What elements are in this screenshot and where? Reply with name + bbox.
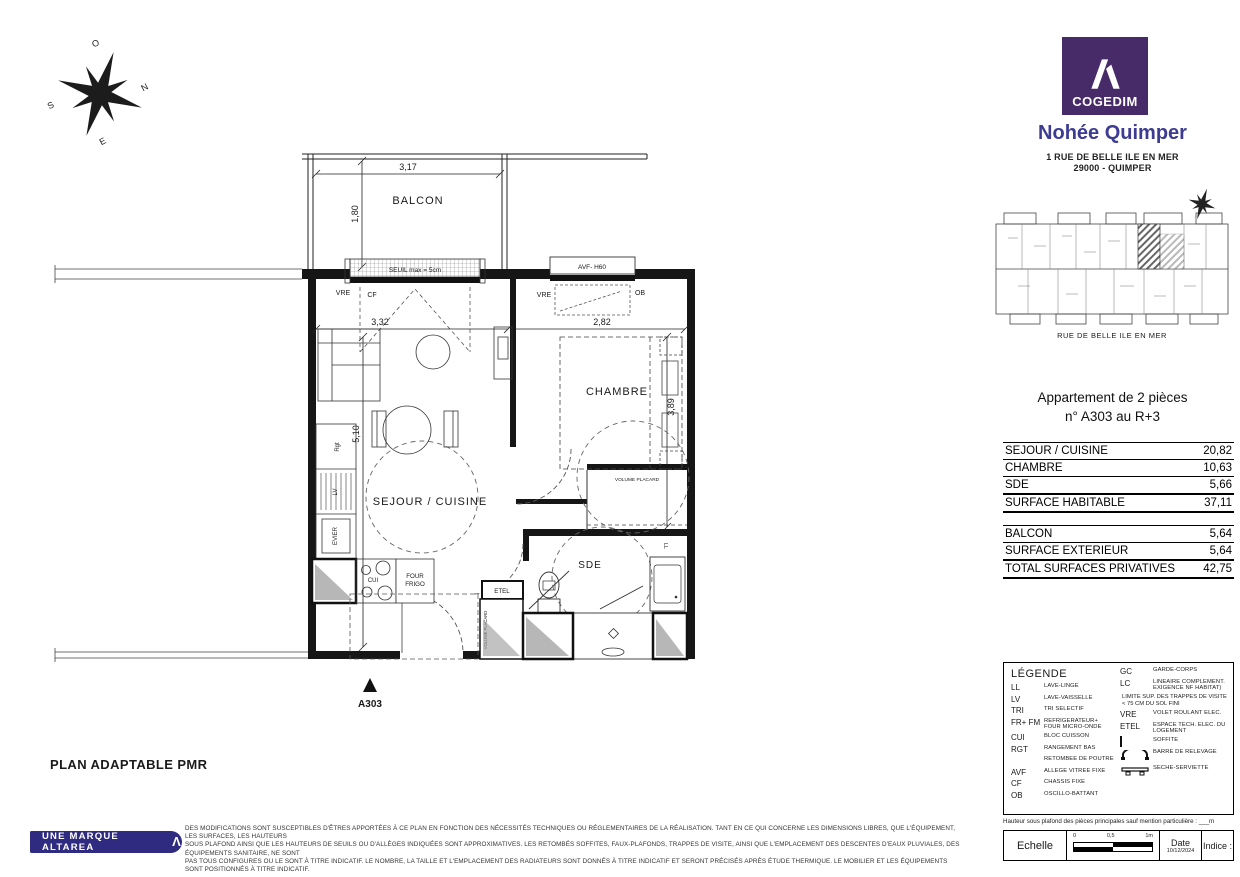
legend-desc: VOLET ROULANT ELEC. [1153, 710, 1222, 716]
avf-label: AVF- H60 [577, 264, 607, 271]
apartment-type: Appartement de 2 pièces [1037, 390, 1188, 405]
adjacent-wall-lines [55, 265, 308, 662]
legend-desc: GARDE-CORPS [1153, 667, 1198, 673]
building-outline [996, 213, 1228, 324]
address-line-2: 29000 - QUIMPER [1073, 163, 1152, 173]
altarea-lambda-icon: Λ [172, 833, 182, 849]
scale-block [1003, 830, 1234, 861]
legend-desc: LINEAIRE COMPLEMENT. EXIGENCE NF HABITAT) [1153, 678, 1225, 691]
legend-abbr: CUI [1011, 733, 1025, 742]
legend-desc: LAVE-LINGE [1044, 683, 1079, 689]
legend-abbr: TRI [1011, 706, 1024, 715]
etel-label: ETEL [494, 588, 510, 595]
legend-item [1011, 733, 1115, 742]
vre-left-label: VRE [335, 290, 351, 297]
lv-label: LV [333, 488, 339, 496]
row-label: CHAMBRE [1005, 462, 1063, 474]
dim-balcon-width: 3,17 [399, 162, 417, 172]
row-value: 20,82 [1203, 445, 1232, 457]
table-row [1003, 459, 1234, 476]
site-caption: RUE DE BELLE ILE EN MER [1057, 331, 1167, 340]
legend-abbr: OB [1011, 790, 1023, 800]
legend-abbr: RGT [1011, 744, 1028, 754]
chambre-furniture [560, 337, 682, 469]
room-label-sejour: SEJOUR / CUISINE [372, 496, 488, 508]
cf-label: CF [367, 292, 377, 299]
apartment-number: n° A303 au R+3 [1064, 409, 1161, 424]
legend-title: LÉGENDE [1011, 668, 1068, 680]
table-gap [1003, 513, 1234, 525]
chambre-window [550, 257, 635, 315]
table-row [1003, 525, 1234, 542]
legend-item [1011, 768, 1115, 777]
table-row-total [1003, 559, 1234, 579]
legend-desc: LAVE-VAISSELLE [1044, 694, 1093, 701]
table-row [1003, 542, 1234, 559]
row-value: 37,11 [1204, 497, 1232, 509]
surface-table [1003, 442, 1234, 579]
vre-right-label: VRE [536, 292, 552, 299]
site-key-plan [988, 186, 1236, 346]
four-label: FOUR [406, 573, 424, 580]
cogedim-logo [1062, 37, 1148, 115]
dim-balcon-depth: 1,80 [350, 205, 360, 223]
legend-desc: BARRE DE RELEVAGE [1153, 748, 1217, 755]
tick-0: 0 [1073, 833, 1077, 839]
legend-item [1120, 710, 1230, 719]
legend-item [1120, 749, 1230, 763]
legend-desc: CHASSIS FIXE [1044, 779, 1086, 785]
legend-abbr: LL [1011, 683, 1020, 692]
soffite-hatch-icon [1120, 737, 1153, 746]
legend-item [1120, 667, 1230, 676]
floor-plan [50, 147, 710, 732]
legend-abbr: CF [1011, 779, 1022, 788]
balcony-dimensions [312, 157, 504, 271]
legend-abbr: FR+ FM [1011, 717, 1041, 727]
compass-rose [38, 28, 162, 152]
sejour-furniture [318, 327, 512, 454]
dashed-line-icon [1011, 756, 1044, 757]
highlighted-unit [1138, 224, 1160, 269]
legend-note-limite: LIMITE SUP. DES TRAPPES DE VISITE < 75 CM DU SOL FINI [1122, 694, 1227, 707]
legend-desc: OSCILLO-BATTANT [1044, 790, 1099, 797]
legend-abbr: GC [1120, 667, 1132, 676]
project-name: Nohée Quimper [1038, 122, 1187, 144]
dim-sejour-width: 3,32 [371, 317, 389, 327]
row-value: 10,63 [1203, 462, 1232, 474]
legend-abbr: ETEL [1120, 721, 1141, 731]
date-label: Date [1170, 837, 1190, 848]
cui-label: CUI [367, 578, 379, 584]
highlighted-unit-secondary [1160, 234, 1184, 269]
ob-label: OB [634, 290, 646, 297]
legend-desc: REFRIGERATEUR+ FOUR MICRO-ONDE [1044, 717, 1102, 730]
legend-item [1011, 706, 1115, 715]
echelle-cell [1004, 831, 1066, 860]
legend-item [1011, 695, 1115, 704]
disclaimer-line-1: DES MODIFICATIONS SONT SUSCEPTIBLES D'ÊTRES APPORTÉES À CE PLAN EN FONCTION DES NÉCESSITÉS TECHNIQUES OU RÉGLEMENTAIRES DE LA RÉALISATION. TANT EN CE QUI CONCERNE LES DIMENSIONS LIBRES, QUE L'ÉQUIPEMENT, LES SURFACES, LES HAUTEURS [185, 825, 956, 841]
seche-serviette-icon [1120, 765, 1153, 778]
row-value: 5,66 [1209, 479, 1232, 491]
row-label: SURFACE EXTERIEUR [1005, 545, 1129, 557]
indice-cell [1201, 831, 1233, 860]
row-label: BALCON [1005, 528, 1053, 540]
address-line-1: 1 RUE DE BELLE ILE EN MER [1046, 152, 1179, 162]
entry-clearance-zone [350, 594, 478, 659]
row-value: 5,64 [1209, 528, 1232, 540]
seuil-label: SEUIL max = 5cm [388, 267, 442, 274]
legend-desc: ALLEGE VITREE FIXE [1044, 767, 1106, 774]
legal-disclaimer [185, 825, 963, 874]
legend-item [1120, 722, 1230, 735]
row-label: SEJOUR / CUISINE [1005, 445, 1108, 457]
cogedim-lambda-icon [1083, 52, 1127, 94]
room-label-sde: SDE [578, 560, 602, 571]
dim-chambre-width: 2,82 [593, 317, 611, 327]
legend-item [1011, 718, 1115, 731]
dim-sejour-depth: 5,10 [351, 425, 361, 443]
legend-left-column [1011, 683, 1115, 802]
row-label: SDE [1005, 479, 1029, 491]
compass-star [45, 39, 156, 150]
frigo-label: FRIGO [405, 581, 425, 588]
legend-item [1120, 765, 1230, 778]
disclaimer-line-2: SOUS PLAFOND AINSI QUE LES HAUTEURS DE SEUILS OU D'ALLÈGES INDIQUÉES SONT APPROXIMATIVES. LES RETOMBÉS SOFFITES, FAUX-PLAFONDS, TRAPPES DE VISITE, AINSI QUE L'EMPLACEMENT DES DESCENTES D'EAUX PLUVIALES, DES ÉQUIPEMENTS SANITAIRE, NE SONT [185, 841, 960, 857]
project-address [990, 152, 1235, 174]
legend-abbr: LV [1011, 694, 1021, 704]
legend-right-column [1120, 667, 1230, 781]
table-row [1003, 476, 1234, 493]
volume-placard-label: VOLUME PLACARD [614, 478, 660, 483]
altarea-brand-banner [30, 831, 182, 853]
legend-desc: ESPACE TECH. ELEC. DU LOGEMENT [1153, 721, 1226, 734]
tick-1m: 1m [1145, 833, 1153, 839]
legend-box [1003, 662, 1234, 815]
room-label-balcon: BALCON [392, 195, 444, 207]
legend-abbr: VRE [1120, 710, 1137, 719]
unit-entrance-marker [358, 678, 382, 710]
cogedim-logo-text: COGEDIM [1072, 94, 1138, 109]
unit-marker-label: A303 [358, 699, 382, 710]
legend-desc: BLOC CUISSON [1044, 733, 1090, 739]
etel-block [480, 581, 523, 659]
date-value: 10/12/2024 [1166, 847, 1195, 854]
legend-desc: SOFFITE [1153, 737, 1179, 743]
compass-west: O [90, 37, 102, 50]
kitchen-strip [312, 424, 434, 603]
legend-item [1011, 745, 1115, 754]
legend-abbr: LC [1120, 678, 1131, 688]
scale-bar-graphic [1073, 842, 1153, 852]
row-label: TOTAL SURFACES PRIVATIVES [1005, 563, 1175, 575]
banner-text: UNE MARQUE ALTAREA [42, 831, 119, 853]
date-cell [1159, 831, 1201, 860]
legend-item [1011, 756, 1115, 765]
ll-label: LL [662, 542, 668, 550]
ceiling-height-note: Hauteur sous plafond des pièces principales sauf mention particulière : ___m [1003, 818, 1215, 825]
legend-item [1120, 737, 1230, 746]
plan-adaptable-pmr-label: PLAN ADAPTABLE PMR [50, 757, 208, 772]
site-compass-icon [1182, 186, 1221, 224]
row-value: 5,64 [1209, 545, 1232, 557]
indice-label: Indice : [1202, 840, 1233, 851]
table-row-total [1003, 493, 1234, 513]
scale-ticks [1073, 833, 1153, 839]
legend-desc: RETOMBEE DE POUTRE [1044, 756, 1114, 762]
barre-de-relevage-icon [1120, 749, 1153, 763]
tick-05: 0,5 [1106, 833, 1115, 839]
compass-east: E [97, 135, 108, 148]
evier-label: EVIER [333, 526, 339, 546]
legend-desc: TRI SELECTIF [1044, 706, 1084, 712]
row-label: SURFACE HABITABLE [1005, 497, 1125, 509]
legend-item [1011, 683, 1115, 692]
echelle-label: Echelle [1016, 839, 1054, 852]
row-value: 42,75 [1203, 563, 1232, 575]
legend-item [1011, 779, 1115, 788]
apartment-title-block [990, 388, 1235, 426]
table-row [1003, 442, 1234, 459]
legend-item [1011, 791, 1115, 800]
rgt-label: Rgt [335, 442, 341, 452]
sejour-window [345, 259, 485, 352]
legend-desc: RANGEMENT BAS [1044, 744, 1096, 751]
legend-desc: SECHE-SERVIETTE [1153, 765, 1209, 771]
scale-bar [1066, 831, 1159, 860]
dim-chambre-depth: 3,89 [666, 398, 676, 416]
disclaimer-line-3: PAS TOUS CONFIGURES OU LE SONT À TITRE INDICATIF. LE NOMBRE, LA TAILLE ET L'EMPLACEMENT DES RADIATEURS SONT DONNÉS À TITRE INDICATIF ET SERONT PRÉCISÉS APRÈS ÉTUDE THERMIQUE. LE MOBILIER ET LES ÉQUIPEMENTS SONT POSITIONNÉS À TITRE INDICATIF. [185, 857, 948, 874]
legend-item [1120, 679, 1230, 692]
compass-south: S [45, 99, 56, 112]
legend-abbr: AVF [1011, 767, 1026, 777]
room-label-chambre: CHAMBRE [585, 386, 649, 398]
compass-north: N [139, 81, 150, 94]
